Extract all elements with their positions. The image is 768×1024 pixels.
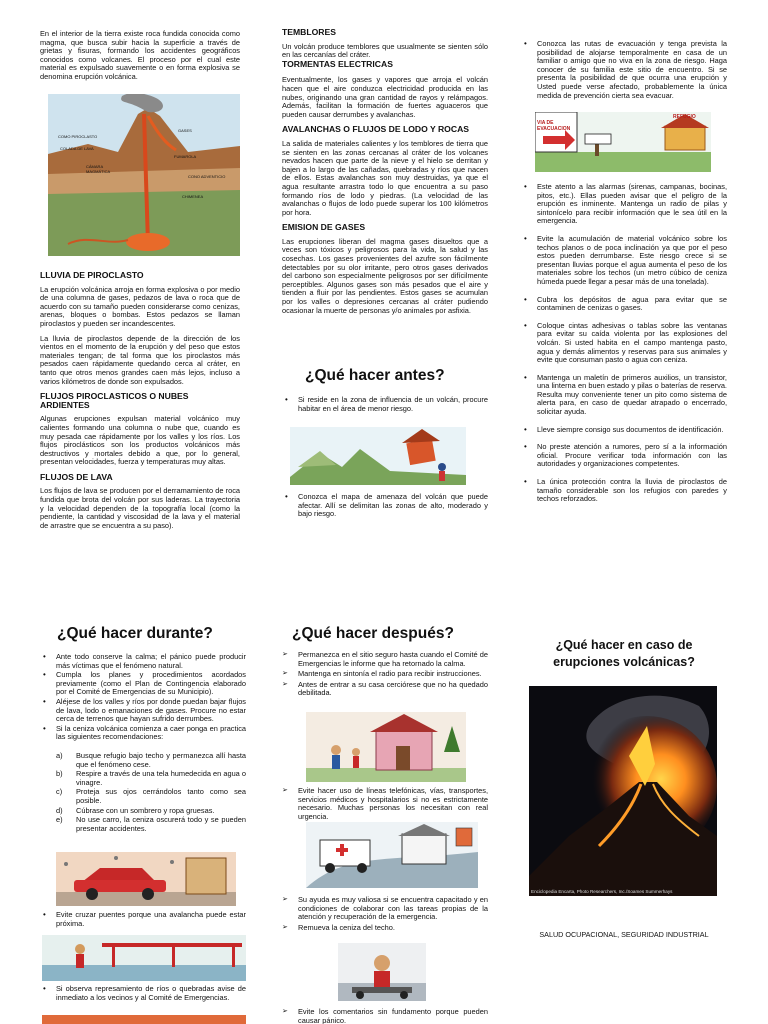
paragraph: La salida de materiales calientes y los temblores de tierra que se sienten en las zonas cercanas al cráter de los volcanes nevados hacen que parte de la nieve y el hielo se derritan y bajen a lo largo de las cañadas, quebradas y ríos que nacen de ellos. Estas avalanchas son muy destruidas, ya que el agua resultante arrastra todo lo que encuentra a su paso formando ríos de lodo y piedras. (La velocidad de las avalanchas o flujos de lodo puede superar los 100 kilómetros por hora. bbox=[282, 138, 488, 217]
prevention-list bbox=[521, 183, 727, 504]
diagram-label: GASES bbox=[178, 128, 192, 133]
list-item: • Cumpla los planes y procedimientos acordados previamente (como el Plan de Contingencia elaborado por el Comité de Emergencias de su Municipio). bbox=[40, 671, 246, 697]
column-1 bbox=[40, 30, 240, 88]
photo-credit: Enciclopedia Encarta, Photo Researchers, Inc./Soames Summerhays bbox=[531, 889, 673, 894]
list-item: • Evite la acumulación de material volcánico sobre los techos planos o de poca inclinación ya que por el peso estos pueden derrumbarse. Este riesgo crece si se presentan lluvias porque el agua aumenta el peso de los materiales sobre los techos (un metro cúbico de ceniza húmeda puede llegar a pesar más de una tonelada). bbox=[521, 235, 727, 287]
section-heading: TORMENTAS ELECTRICAS bbox=[282, 58, 393, 69]
sub-item-text: Busque refugio bajo techo y permanezca allí hasta que el fenómeno cese. bbox=[76, 750, 246, 769]
roof-cleaning-illustration bbox=[338, 943, 426, 1001]
car-illustration bbox=[56, 852, 236, 906]
eruption-photo bbox=[529, 686, 717, 896]
column-3-list bbox=[521, 183, 727, 513]
river-illustration-strip bbox=[42, 1015, 246, 1024]
section-heading: LLUVIA DE PIROCLASTO bbox=[40, 270, 144, 280]
sub-item-text: Proteja sus ojos cerrándolos tanto como sea posible. bbox=[76, 787, 246, 805]
diagram-label: COMO PIROCLASTO bbox=[58, 134, 98, 139]
section-heading: FLUJOS PIROCLASTICOS O NUBES ARDIENTES bbox=[40, 391, 189, 410]
sub-item-key: e) bbox=[56, 815, 63, 825]
despues-title: ¿Qué hacer después? bbox=[292, 625, 454, 642]
sub-item bbox=[56, 770, 246, 787]
sign-text-evacuacion: VIA DE EVACUACION bbox=[537, 120, 571, 132]
diagram-label: CONO ADVENTICIO bbox=[188, 174, 226, 179]
sub-item-key: a) bbox=[56, 750, 63, 760]
list-item: ➢ Antes de entrar a su casa cerciórese que no ha quedado debilitada. bbox=[282, 681, 488, 698]
despues-list-a bbox=[282, 651, 488, 700]
section-heading: AVALANCHAS O FLUJOS DE LODO Y ROCAS bbox=[282, 124, 470, 135]
durante-title: ¿Qué hacer durante? bbox=[57, 625, 213, 642]
paragraph: Las erupciones liberan del magma gases disueltos que a veces son tóxicos y peligrosos para la vida, la salud y las cosechas. Los gases provenientes del azufre son fácilmente detectables por su olor irritante, pero otros gases derivados del carbono son especialmente peligrosos por ser difícilmente perceptibles. Algunos gases son más pesados que el aire y tienden a fluir por las pendientes. Estos gases se acumulan por los valles o depresiones cercanas al cráter pudiendo ocasionar la muerte de personas y/o animales por asfixia. bbox=[282, 236, 488, 315]
sub-item bbox=[56, 807, 246, 816]
list-item: • Ante todo conserve la calma; el pánico puede producir más víctimas que el fenómeno natural. bbox=[40, 653, 246, 670]
list-item: • La única protección contra la lluvia de piroclastos de tamaño considerable son los refugios con paredes y techos reforzados. bbox=[521, 478, 727, 504]
column-1-lower bbox=[40, 265, 240, 536]
list-item: • Aléjese de los valles y ríos por donde puedan bajar flujos de lava, lodo o emanaciones de gases. Procure no estar cerca de terrenos que hayan sufrido derrumbes. bbox=[40, 698, 246, 724]
list-item: ➢ Permanezca en el sitio seguro hasta cuando el Comité de Emergencias le informe que ha retornado la calma. bbox=[282, 651, 488, 668]
house-illustration bbox=[290, 427, 466, 485]
paragraph: Algunas erupciones expulsan material volcánico muy calientes formando una columna o nube que, cuando es muy pesada cae rápidamente por los valles y los ríos. Los flujos piroclásticos son los productos volcánicos más destructivos y mortales debido a que, por lo general, presentan velocidades, fuerza y temperaturas muy altas. bbox=[40, 414, 240, 467]
antes-list-b bbox=[282, 493, 488, 528]
sub-item-key: d) bbox=[56, 805, 63, 815]
intro-paragraph: En el interior de la tierra existe roca fundida conocida como magma, que busca subir hacia la superficie a través de grietas y fisuras, formando los accidentes geográficos conocidos como volcanes. El proceso por el cual este material es expulsado suavemente o en forma explosiva se denomina erupción volcánica. bbox=[40, 29, 240, 81]
list-item: • Cubra los depósitos de agua para evitar que se contaminen de cenizas o gases. bbox=[521, 296, 727, 313]
bridge-illustration bbox=[42, 935, 246, 981]
paragraph: Un volcán produce temblores que usualmente se sienten sólo en las cercanías del cráter. bbox=[282, 41, 488, 60]
list-item: • Mantenga un maletín de primeros auxilios, un transistor, una linterna en buen estado y pilas o baterías de reserva. Resulta muy conveniente tener un pito como sistema de alerta para, en caso de quedar atrapado o encerrado, solicitar ayuda. bbox=[521, 374, 727, 417]
despues-list-c bbox=[282, 896, 488, 934]
sub-item-text: Respire a través de una tela humedecida en agua o vinagre. bbox=[76, 769, 246, 787]
ash-recommendations bbox=[40, 752, 246, 833]
list-item: ➢ Su ayuda es muy valiosa si se encuentra capacitado y en condiciones de colaborar con las tareas propias de la atención y recuperación de la emergencia. bbox=[282, 896, 488, 922]
cover-title-line-1: ¿Qué hacer en caso de bbox=[555, 638, 693, 652]
section-heading: EMISION DE GASES bbox=[282, 222, 366, 233]
durante-rivers-item bbox=[40, 985, 246, 1011]
house-return-illustration bbox=[306, 712, 466, 782]
ambulance-illustration bbox=[306, 822, 478, 888]
despues-list-d bbox=[282, 1008, 488, 1024]
diagram-label: CHIMENEA bbox=[182, 194, 204, 199]
sub-item bbox=[56, 816, 246, 833]
list-item: • Evite cruzar puentes porque una avalancha puede estar próxima. bbox=[40, 911, 246, 928]
list-item: • Coloque cintas adhesivas o tablas sobre las ventanas para evitar su caída violenta por las explosiones del volcán. Si usted habita en el campo mantenga pasto, agua y demás alimentos y reservas para sus animales y evite que consuman pasto o agua con ceniza. bbox=[521, 322, 727, 365]
volcano-diagram bbox=[48, 94, 240, 256]
list-item: • No preste atención a rumores, pero sí a la información oficial. Procure verificar toda información con las autoridades y organizaciones competentes. bbox=[521, 443, 727, 469]
list-item: ➢ Remueva la ceniza del techo. bbox=[282, 924, 488, 933]
list-item: • Lleve siempre consigo sus documentos de identificación. bbox=[521, 426, 727, 435]
antes-title: ¿Qué hacer antes? bbox=[305, 367, 445, 384]
evacuation-sign-illustration bbox=[535, 112, 711, 172]
cover-title bbox=[521, 637, 727, 671]
paragraph: La erupción volcánica arroja en forma explosiva o por medio de una columna de gases, pedazos de lava o roca que de acuerdo con su tamaño pueden considerarse como cenizas, arenas, bloques o bombas. Estos pedazos se llaman piroclastos y pueden ser incandescentes. bbox=[40, 284, 240, 328]
cover-title-line-2: erupciones volcánicas? bbox=[553, 655, 695, 669]
durante-list bbox=[40, 653, 246, 834]
list-item: • Este atento a las alarmas (sirenas, campanas, bocinas, pitos, etc.). Ellas pueden avisar que el peligro de la erupción es inminente. Mantenga un radio de pilas y sintonícelo para recibir información que le sea útil en la emergencia. bbox=[521, 183, 727, 226]
sign-text-refugio: REFUGIO bbox=[673, 114, 696, 120]
list-item: ➢ Evite los comentarios sin fundamento porque pueden causar pánico. bbox=[282, 1008, 488, 1024]
sub-item-key: c) bbox=[56, 787, 63, 797]
sub-item bbox=[56, 752, 246, 769]
list-item: • Conozca el mapa de amenaza del volcán que puede afectar. Allí se delimitan las zonas de alto, moderado y bajo riesgo. bbox=[282, 493, 488, 519]
durante-bridge-item bbox=[40, 911, 246, 937]
paragraph: La lluvia de piroclastos depende de la dirección de los vientos en el momento de la erupción y del peso que estos materiales tengan; de tal forma que los piroclastos más pesados caen rápidamente quedando cerca al cráter, en tanto que otros menos grandes caen más lejos, incluso a varios kilómetros de donde son expulsados. bbox=[40, 333, 240, 386]
column-2 bbox=[282, 26, 488, 321]
list-item: • Si reside en la zona de influencia de un volcán, procure habitar en el área de menor riesgo. bbox=[282, 396, 488, 413]
list-item: ➢ Mantenga en sintonía el radio para recibir instrucciones. bbox=[282, 670, 488, 679]
sub-item bbox=[56, 788, 246, 805]
paragraph: Eventualmente, los gases y vapores que arroja el volcán hacen que el aire conduzca electricidad producida en las nubes, originando una gran cantidad de rayos y relámpagos. Además, facilitan la formación de fuertes aguaceros que pueden causar derrumbes y avalanchas. bbox=[282, 75, 488, 119]
cover-footer: SALUD OCUPACIONAL, SEGURIDAD INDUSTRIAL bbox=[539, 930, 709, 939]
sub-item-text: No use carro, la ceniza oscurerá todo y se pueden presentar accidentes. bbox=[76, 815, 246, 833]
diagram-label: CÁMARA MAGMÁTICA bbox=[86, 164, 111, 174]
list-item: • Si la ceniza volcánica comienza a caer ponga en practica las siguientes recomendaciones: bbox=[40, 725, 246, 742]
paragraph: Los flujos de lava se producen por el derramamiento de roca fundida que brota del volcán por sus laderas. La trayectoria y la velocidad dependen de la topografía local (como la pendiente, la cantidad y viscosidad de la lava y el material de arrastre que se encuentra a su paso). bbox=[40, 486, 240, 530]
list-item: ➢ Evite hacer uso de líneas telefónicas, vías, transportes, servicios médicos y hospitalarios si no es estrictamente necesario. Muchas personas los necesitan con real urgencia. bbox=[282, 787, 488, 821]
list-item: • Conozca las rutas de evacuación y tenga prevista la posibilidad de alojarse temporalmente en casa de un familiar o amigo que no viva en la zona de riesgo. Haga conocer de su familia este sitio de encuentro. Si se presenta la posibilidad de que ocurra una erupción y Usted puede verse afectado, probablemente la única medida de prevención cierta sea evacuar. bbox=[521, 40, 727, 100]
diagram-label: FUMAROLA bbox=[174, 154, 197, 159]
list-item: • Si observa represamiento de ríos o quebradas avise de inmediato a los vecinos y al Comité de Emergencias. bbox=[40, 985, 246, 1002]
antes-list-a bbox=[282, 396, 488, 422]
sub-item-key: b) bbox=[56, 769, 63, 779]
sub-item-text: Cúbrase con un sombrero y ropa gruesas. bbox=[76, 805, 215, 815]
section-heading: TEMBLORES bbox=[282, 27, 336, 37]
section-heading: FLUJOS DE LAVA bbox=[40, 471, 113, 482]
column-3-top bbox=[521, 40, 727, 109]
despues-list-b bbox=[282, 787, 488, 823]
diagram-label: COLADA DE LAVA bbox=[60, 146, 94, 151]
